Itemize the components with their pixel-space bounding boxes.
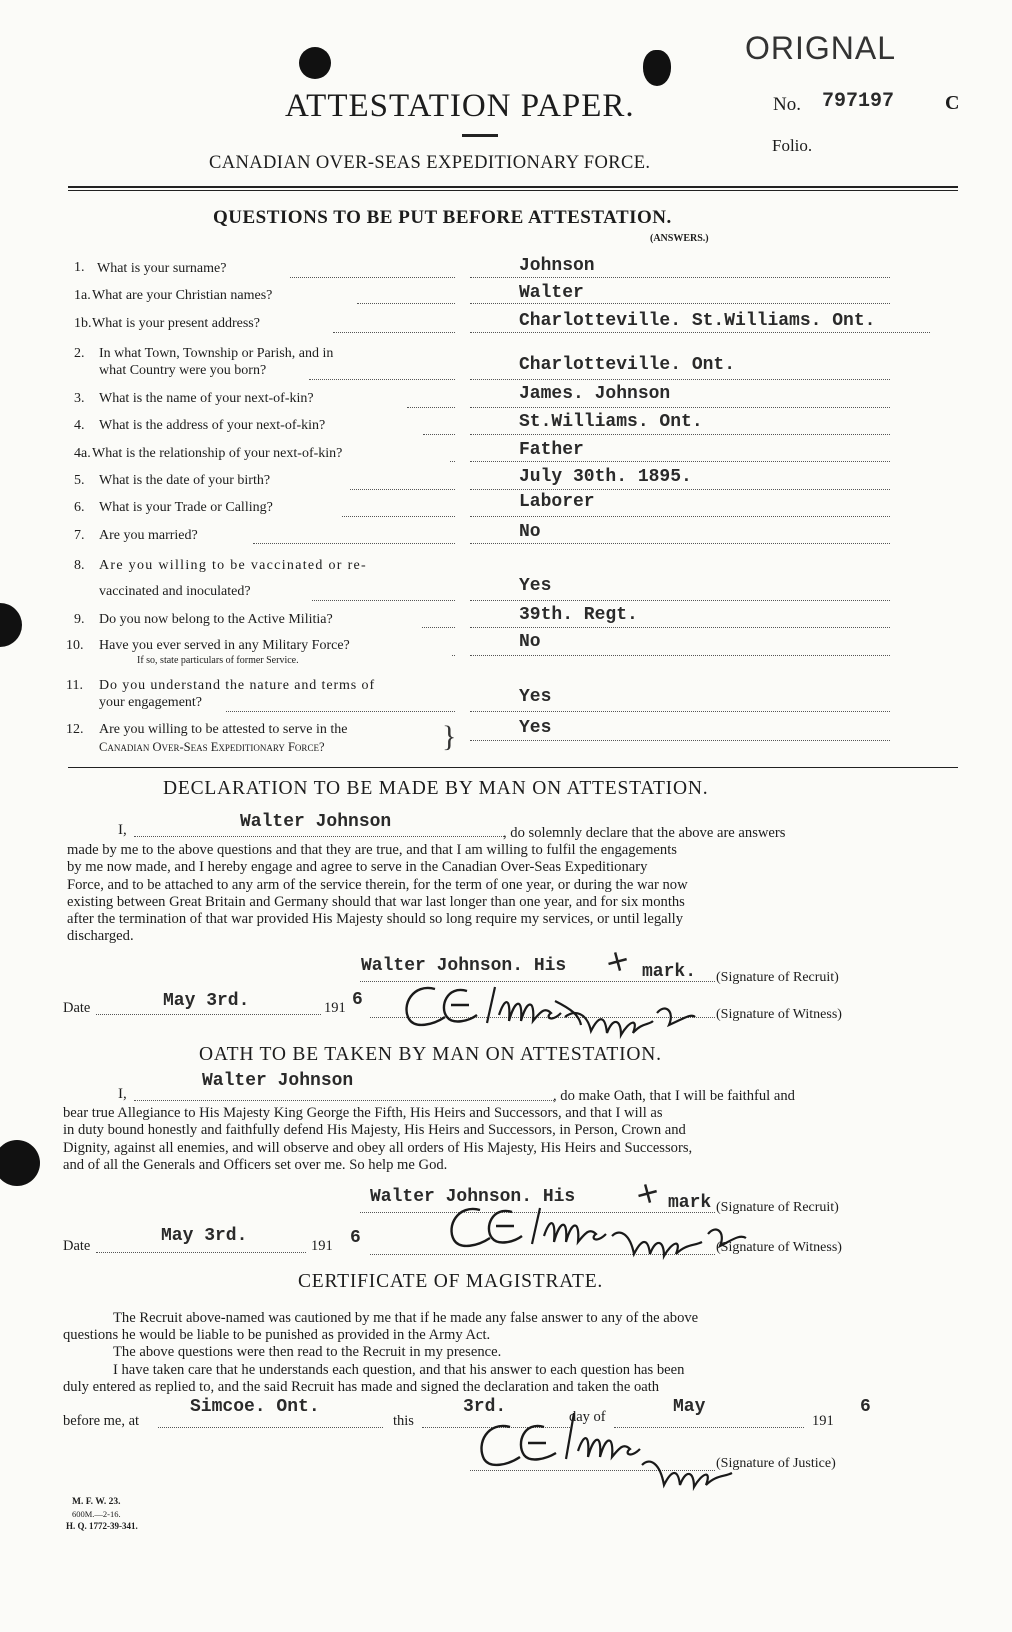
punch-hole-left-2 (0, 1140, 40, 1186)
day-of-label: day of (569, 1409, 606, 1425)
declaration-year-digit: 6 (352, 990, 363, 1010)
answer-willing-to-attest: Yes (519, 718, 552, 738)
question-leader (290, 277, 455, 278)
question-leader (407, 407, 455, 408)
question-brace: } (442, 720, 457, 753)
question-text: What are your Christian names? (92, 288, 273, 303)
question-leader (452, 655, 455, 656)
question-text: What is the date of your birth? (99, 473, 271, 488)
form-subtitle: CANADIAN OVER-SEAS EXPEDITIONARY FORCE. (209, 153, 651, 173)
justice-signature-label: (Signature of Justice) (716, 1456, 836, 1471)
oath-mark-cross: + (630, 1173, 665, 1214)
this-label: this (393, 1413, 414, 1429)
number-suffix: C (945, 92, 960, 114)
oath-mark-word: mark (668, 1193, 712, 1213)
question-number: 12. (66, 722, 84, 737)
before-me-label: before me, at (63, 1413, 140, 1429)
question-leader (357, 303, 455, 304)
question-text-2: vaccinated and inoculated? (99, 584, 251, 599)
question-leader (226, 711, 455, 712)
question-text: What is your Trade or Calling? (99, 500, 273, 515)
place-line (158, 1427, 383, 1428)
declaration-line: existing between Great Britain and Germany should that war last longer than one year, and for six months (67, 894, 685, 910)
question-leader (309, 379, 455, 380)
declaration-date-line (96, 1014, 321, 1015)
answer-trade: Laborer (519, 492, 595, 512)
answer-line (470, 516, 890, 517)
certificate-heading: CERTIFICATE OF MAGISTRATE. (298, 1271, 604, 1292)
answer-next-of-kin: James. Johnson (519, 384, 671, 404)
certificate-line: The above questions were then read to the Recruit in my presence. (113, 1344, 502, 1360)
oath-heading: OATH TO BE TAKEN BY MAN ON ATTESTATION. (199, 1044, 662, 1065)
question-text: What is your surname? (97, 261, 227, 276)
oath-date: May 3rd. (161, 1226, 248, 1246)
answer-line (470, 627, 890, 628)
question-note: If so, state particulars of former Service. (137, 655, 299, 666)
recruit-signature-text: Walter Johnson. His (361, 956, 567, 976)
title-underline (462, 134, 498, 137)
section-divider (68, 767, 958, 768)
certificate-year-digit: 6 (860, 1397, 871, 1417)
punch-hole-top-right (643, 50, 671, 86)
question-text: Have you ever served in any Military Force? (99, 638, 350, 653)
question-text-2: what Country were you born? (99, 363, 267, 378)
question-leader (312, 600, 455, 601)
answer-military-service: No (519, 632, 541, 652)
certificate-line: I have taken care that he understands each question, and that his answer to each question has been (113, 1362, 685, 1378)
oath-name-line (134, 1100, 554, 1101)
oath-year-digit: 6 (350, 1228, 361, 1248)
question-number: 4a. (74, 446, 91, 461)
question-number: 6. (74, 500, 85, 515)
declaration-heading: DECLARATION TO BE MADE BY MAN ON ATTESTATION. (163, 778, 709, 799)
declaration-line: after the termination of that war provided His Majesty should so long require my services, or until legally (67, 911, 684, 927)
declaration-i: I, (118, 822, 127, 838)
folio-label: Folio. (772, 136, 813, 155)
answer-present-address: Charlotteville. St.Williams. Ont. (519, 311, 876, 331)
answer-surname: Johnson (519, 256, 595, 276)
answer-line (470, 600, 890, 601)
answer-line (470, 277, 890, 278)
question-number: 11. (66, 678, 83, 693)
declaration-line: , do solemnly declare that the above are answers (503, 825, 786, 841)
questions-heading: QUESTIONS TO BE PUT BEFORE ATTESTATION. (213, 207, 672, 228)
print-code: 600M.—2-16. (72, 1509, 121, 1519)
answer-married: No (519, 522, 541, 542)
recruit-signature-label: (Signature of Recruit) (716, 970, 839, 985)
question-number: 5. (74, 473, 85, 488)
declaration-date-label: Date (63, 1000, 91, 1016)
recruit-mark-word: mark. (642, 962, 697, 982)
header-rule-2 (68, 190, 958, 191)
declaration-line: Force, and to be attached to any arm of the service therein, for the term of one year, or during the war now (67, 877, 688, 893)
oath-recruit-label: (Signature of Recruit) (716, 1200, 839, 1215)
oath-year-prefix: 191 (311, 1238, 333, 1254)
question-number: 8. (74, 558, 85, 573)
answer-line (470, 543, 890, 544)
oath-line: in duty bound honestly and faithfully defend His Majesty, His Heirs and Successors, in Person, Crown and (63, 1122, 686, 1138)
page-title: ATTESTATION PAPER. (285, 88, 635, 124)
form-code: M. F. W. 23. (72, 1497, 121, 1507)
number-label: No. (773, 94, 801, 115)
answer-line (470, 489, 890, 490)
answer-understands-terms: Yes (519, 687, 552, 707)
certificate-line: The Recruit above-named was cautioned by me that if he made any false answer to any of the above (113, 1310, 699, 1326)
question-text: Are you married? (99, 528, 198, 543)
oath-line: and of all the Generals and Officers set over me. So help me God. (63, 1157, 448, 1173)
answer-birth-date: July 30th. 1895. (519, 467, 692, 487)
question-text: What is your present address? (92, 316, 260, 331)
witness-signature (395, 975, 725, 1045)
answer-line (470, 407, 890, 408)
question-number: 3. (74, 391, 85, 406)
answer-line (470, 711, 890, 712)
magistrate-place: Simcoe. Ont. (190, 1397, 320, 1417)
magistrate-day: 3rd. (463, 1397, 507, 1417)
answer-kin-relationship: Father (519, 440, 584, 460)
witness-signature-label: (Signature of Witness) (716, 1007, 842, 1022)
hq-code: H. Q. 1772-39-341. (66, 1521, 138, 1531)
question-text: Do you now belong to the Active Militia? (99, 612, 333, 627)
regimental-number: 797197 (822, 90, 895, 113)
magistrate-month: May (673, 1397, 706, 1417)
answer-christian-names: Walter (519, 283, 584, 303)
question-number: 2. (74, 346, 85, 361)
question-leader (423, 434, 455, 435)
answer-line (470, 655, 890, 656)
question-leader (253, 543, 455, 544)
question-number: 7. (74, 528, 85, 543)
answers-label: (ANSWERS.) (650, 233, 709, 244)
question-text: Are you willing to be attested to serve in the (99, 722, 348, 737)
original-stamp: ORIGNAL (745, 30, 897, 66)
declaration-line: made by me to the above questions and that they are true, and that I am willing to fulfil the engagements (67, 842, 677, 858)
question-text: Do you understand the nature and terms of (99, 678, 376, 693)
question-leader (350, 489, 455, 490)
oath-line: , do make Oath, that I will be faithful and (553, 1088, 795, 1104)
punch-hole-top-left (299, 47, 331, 79)
oath-name: Walter Johnson (202, 1071, 354, 1091)
recruit-mark-cross: + (600, 941, 635, 982)
question-leader (450, 461, 455, 462)
question-number: 1. (74, 260, 85, 275)
oath-recruit-signature-text: Walter Johnson. His (370, 1187, 576, 1207)
question-number: 10. (66, 638, 84, 653)
question-number: 1b. (74, 316, 92, 331)
oath-line: Dignity, against all enemies, and will observe and obey all orders of His Majesty, His Heirs and Successors, (63, 1140, 693, 1156)
declaration-line: by me now made, and I hereby engage and agree to serve in the Canadian Over-Seas Expeditionary (67, 859, 648, 875)
declaration-year-prefix: 191 (324, 1000, 346, 1016)
oath-witness-label: (Signature of Witness) (716, 1240, 842, 1255)
header-rule-1 (68, 186, 958, 188)
question-text-2: your engagement? (99, 695, 203, 710)
answer-line (470, 740, 890, 741)
punch-hole-left-1 (0, 603, 22, 647)
declaration-date: May 3rd. (163, 991, 250, 1011)
answer-line (470, 434, 890, 435)
oath-date-line (96, 1252, 306, 1253)
question-text: What is the name of your next-of-kin? (99, 391, 314, 406)
question-text-2: Canadian Over-Seas Expeditionary Force? (99, 740, 325, 754)
declaration-name: Walter Johnson (240, 812, 392, 832)
justice-signature (470, 1405, 770, 1495)
declaration-line: discharged. (67, 928, 134, 944)
answer-active-militia: 39th. Regt. (519, 605, 638, 625)
certificate-line: duly entered as replied to, and the said Recruit has made and signed the declaration and taken the oath (63, 1379, 660, 1395)
question-text: What is the address of your next-of-kin? (99, 418, 326, 433)
question-leader (342, 516, 455, 517)
answer-kin-address: St.Williams. Ont. (519, 412, 703, 432)
oath-witness-signature (440, 1196, 770, 1266)
answer-line (470, 461, 890, 462)
oath-date-label: Date (63, 1238, 91, 1254)
answer-vaccinated: Yes (519, 576, 552, 596)
answer-line (470, 379, 890, 380)
question-text: In what Town, Township or Parish, and in (99, 346, 334, 361)
answer-birthplace: Charlotteville. Ont. (519, 355, 736, 375)
question-number: 4. (74, 418, 85, 433)
question-number: 1a. (74, 288, 91, 303)
declaration-name-line (134, 836, 504, 837)
oath-line: bear true Allegiance to His Majesty King George the Fifth, His Heirs and Successors, and that I will as (63, 1105, 663, 1121)
question-text: Are you willing to be vaccinated or re- (99, 558, 368, 573)
answer-line (470, 332, 930, 333)
question-text: What is the relationship of your next-of-kin? (92, 446, 343, 461)
question-leader (333, 332, 455, 333)
answer-line (470, 303, 890, 304)
oath-i: I, (118, 1086, 127, 1102)
certificate-line: questions he would be liable to be punished as provided in the Army Act. (63, 1327, 491, 1343)
question-number: 9. (74, 612, 85, 627)
question-leader (422, 627, 455, 628)
certificate-year-prefix: 191 (812, 1413, 834, 1429)
